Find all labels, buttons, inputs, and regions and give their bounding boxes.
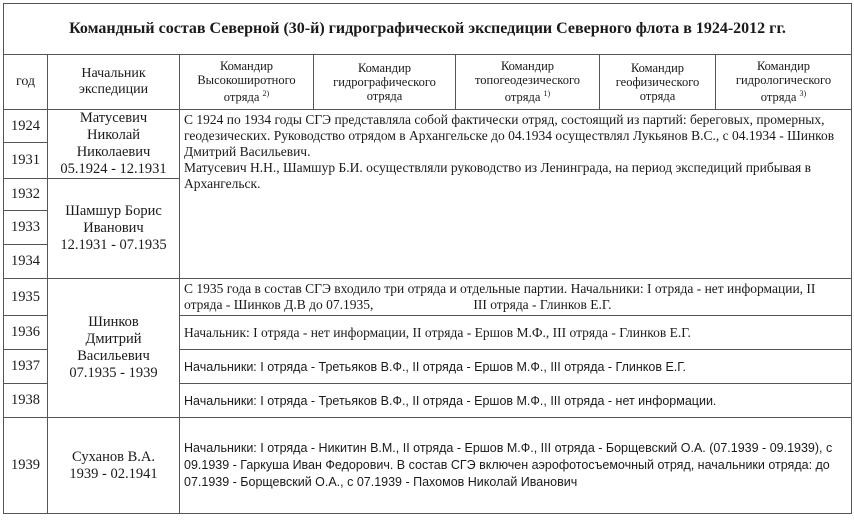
chief-cell: Суханов В.А. 1939 - 02.1941 <box>48 418 180 514</box>
year-cell: 1938 <box>4 384 48 418</box>
table-title: Командный состав Северной (30-й) гидрографической экспедиции Северного флота в 1924-2012 гг. <box>4 4 852 55</box>
chief-cell: Матусевич Николай Николаевич 05.1924 - 12.1931 <box>48 110 180 179</box>
chief-cell: Шинков Дмитрий Васильевич 07.1935 - 1939 <box>48 279 180 418</box>
notes-paragraph: С 1924 по 1934 годы СГЭ представляла собой фактически отряд, состоящий из партий: береговых, промерных, геодезических. Руководство отрядом в Архангельске до 04.1934 осуществлял Лукьянов В.С., с 04.1934 - Шинков Дмитрий Васильевич. <box>184 112 835 159</box>
notes-paragraph: Матусевич Н.Н., Шамшур Б.И. осуществляли руководство из Ленинграда, на период экспедиций прибывая в Архангельск. <box>184 160 811 191</box>
year-cell: 1932 <box>4 179 48 211</box>
command-table-wrapper <box>3 3 851 514</box>
notes-1937: Начальники: I отряда - Третьяков В.Ф., II отряда - Ершов М.Ф., III отряда - Глинков Е.Г. <box>180 350 852 384</box>
notes-1938: Начальники: I отряда - Третьяков В.Ф., II отряда - Ершов М.Ф., III отряда - нет информации. <box>180 384 852 418</box>
year-cell: 1934 <box>4 245 48 279</box>
year-cell: 1931 <box>4 143 48 179</box>
table-row <box>4 110 852 143</box>
chief-cell: Шамшур Борис Иванович 12.1931 - 07.1935 <box>48 179 180 279</box>
header-chief: Начальник экспедиции <box>48 55 180 110</box>
year-cell: 1939 <box>4 418 48 514</box>
table-row <box>4 279 852 316</box>
header-hydrological-commander: Командир гидрологического отряда $^{3)}$ <box>716 55 852 110</box>
command-staff-table <box>3 3 852 514</box>
year-cell: 1936 <box>4 316 48 350</box>
notes-1936: Начальник: I отряда - нет информации, II отряда - Ершов М.Ф., III отряда - Глинков Е.Г. <box>180 316 852 350</box>
notes-1935: С 1935 года в состав СГЭ входило три отряда и отдельные партии. Начальники: I отряда - нет информации, II отряда - Шинков Д.В до 07.1935, III отряда - Глинков Е.Г. <box>180 279 852 316</box>
header-geophysical-commander: Командир геофизического отряда <box>600 55 716 110</box>
header-topogeodetic-commander: Командир топогеодезического отряда $^{1)}$ <box>456 55 600 110</box>
notes-1924-1934 <box>180 110 852 279</box>
notes-1939: Начальники: I отряда - Никитин В.М., II отряда - Ершов М.Ф., III отряда - Борщевский О.А. (07.1939 - 09.1939), с 09.1939 - Гаркуша Иван Федорович. В состав СГЭ включен аэрофотосъемочный отряд, начальники отряда: до 07.1939 - Борщевский О.А., с 07.1939 - Пахомов Николай Иванович <box>180 418 852 514</box>
year-cell: 1933 <box>4 211 48 245</box>
header-row <box>4 55 852 110</box>
year-cell: 1937 <box>4 350 48 384</box>
header-highlat-commander: Командир Высокоширотного отряда $^{2)}$ <box>180 55 314 110</box>
year-cell: 1924 <box>4 110 48 143</box>
table-row <box>4 418 852 514</box>
header-year: год <box>4 55 48 110</box>
year-cell: 1935 <box>4 279 48 316</box>
header-hydrographic-commander: Командир гидрографического отряда <box>314 55 456 110</box>
